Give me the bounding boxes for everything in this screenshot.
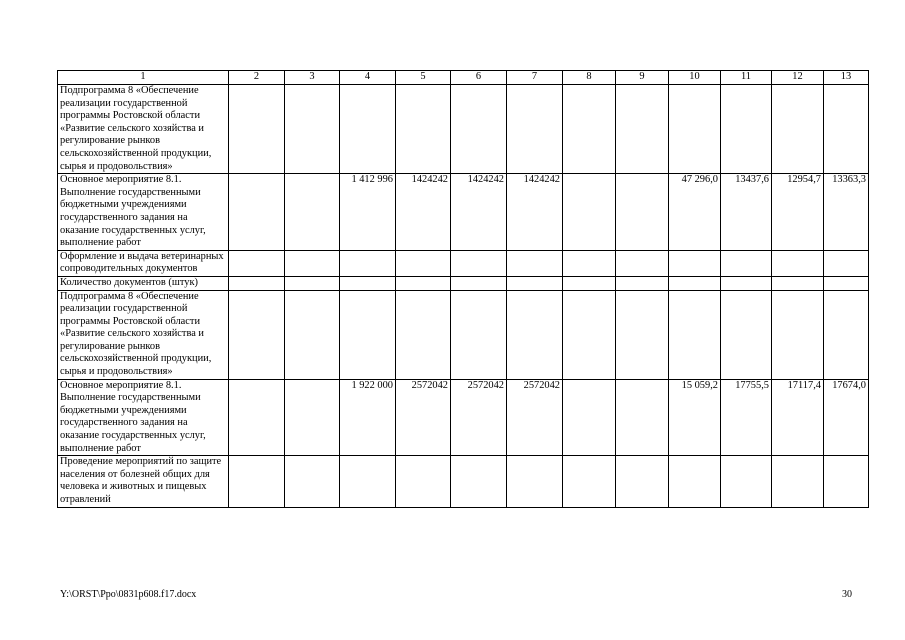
- column-header-10: 10: [669, 71, 721, 85]
- table-cell-col-13: 17674,0: [824, 379, 869, 456]
- table-cell-col-11: [721, 290, 772, 379]
- table-cell-col-9: [616, 290, 669, 379]
- table-cell-col-3: [285, 290, 340, 379]
- table-cell-col-9: [616, 456, 669, 507]
- table-cell-col-13: [824, 290, 869, 379]
- column-header-13: 13: [824, 71, 869, 85]
- table-cell-col-3: [285, 456, 340, 507]
- table-cell-col-2: [229, 290, 285, 379]
- table-cell-col-2: [229, 276, 285, 290]
- table-cell-col-6: [451, 250, 507, 276]
- table-cell-col-12: [772, 290, 824, 379]
- row-description: Подпрограмма 8 «Обеспечение реализации государственной программы Ростовской области «Развитие сельского хозяйства и регулирование рынков сельскохозяйственной продукции, сырья и продовольствия»: [58, 85, 229, 174]
- table-cell-col-11: [721, 276, 772, 290]
- table-cell-col-5: 2572042: [396, 379, 451, 456]
- table-row: [58, 290, 869, 379]
- table-cell-col-11: 17755,5: [721, 379, 772, 456]
- column-header-4: 4: [340, 71, 396, 85]
- column-header-5: 5: [396, 71, 451, 85]
- table-cell-col-10: [669, 85, 721, 174]
- footer-file-path: Y:\ORST\Ppo\0831p608.f17.docx: [60, 589, 197, 600]
- table-cell-col-7: [507, 276, 563, 290]
- table-cell-col-8: [563, 456, 616, 507]
- table-cell-col-5: [396, 250, 451, 276]
- table-row: [58, 379, 869, 456]
- table-cell-col-6: [451, 276, 507, 290]
- table-row: [58, 250, 869, 276]
- column-header-2: 2: [229, 71, 285, 85]
- row-description: Основное мероприятие 8.1. Выполнение государственными бюджетными учреждениями государственного задания на оказание государственных услуг, выполнение работ: [58, 174, 229, 251]
- row-description: Основное мероприятие 8.1. Выполнение государственными бюджетными учреждениями государственного задания на оказание государственных услуг, выполнение работ: [58, 379, 229, 456]
- table-cell-col-5: [396, 85, 451, 174]
- header-row: [58, 71, 869, 85]
- table-cell-col-7: [507, 456, 563, 507]
- table-cell-col-4: [340, 456, 396, 507]
- table-cell-col-4: [340, 276, 396, 290]
- table-row: [58, 276, 869, 290]
- row-description: Проведение мероприятий по защите населения от болезней общих для человека и животных и пищевых отравлений: [58, 456, 229, 507]
- table-row: [58, 174, 869, 251]
- table-cell-col-11: 13437,6: [721, 174, 772, 251]
- table-row: [58, 456, 869, 507]
- table-cell-col-7: 1424242: [507, 174, 563, 251]
- table-cell-col-4: 1 412 996: [340, 174, 396, 251]
- table-cell-col-11: [721, 456, 772, 507]
- table-cell-col-4: 1 922 000: [340, 379, 396, 456]
- table-cell-col-4: [340, 85, 396, 174]
- table-cell-col-13: [824, 276, 869, 290]
- table-cell-col-12: [772, 250, 824, 276]
- table-cell-col-7: 2572042: [507, 379, 563, 456]
- column-header-11: 11: [721, 71, 772, 85]
- table-cell-col-12: [772, 276, 824, 290]
- table-cell-col-5: [396, 456, 451, 507]
- table-cell-col-6: [451, 290, 507, 379]
- table-cell-col-8: [563, 85, 616, 174]
- table-cell-col-10: [669, 456, 721, 507]
- table-cell-col-2: [229, 456, 285, 507]
- table-row: [58, 85, 869, 174]
- table-cell-col-7: [507, 290, 563, 379]
- table-cell-col-5: [396, 290, 451, 379]
- data-table: [57, 70, 869, 508]
- table-cell-col-9: [616, 174, 669, 251]
- table-cell-col-3: [285, 250, 340, 276]
- column-header-6: 6: [451, 71, 507, 85]
- column-header-8: 8: [563, 71, 616, 85]
- table-cell-col-13: [824, 250, 869, 276]
- table-cell-col-9: [616, 276, 669, 290]
- table-cell-col-12: 17117,4: [772, 379, 824, 456]
- table-cell-col-3: [285, 276, 340, 290]
- column-header-1: 1: [58, 71, 229, 85]
- table-cell-col-8: [563, 174, 616, 251]
- table-cell-col-10: [669, 276, 721, 290]
- table-cell-col-8: [563, 290, 616, 379]
- table-cell-col-9: [616, 85, 669, 174]
- table-cell-col-12: [772, 85, 824, 174]
- table-cell-col-6: 1424242: [451, 174, 507, 251]
- table-cell-col-8: [563, 250, 616, 276]
- table-cell-col-5: [396, 276, 451, 290]
- footer-page-number: 30: [842, 589, 852, 600]
- table-cell-col-2: [229, 174, 285, 251]
- row-description: Оформление и выдача ветеринарных сопроводительных документов: [58, 250, 229, 276]
- table-cell-col-10: [669, 250, 721, 276]
- table-cell-col-9: [616, 379, 669, 456]
- table-cell-col-8: [563, 276, 616, 290]
- table-cell-col-3: [285, 174, 340, 251]
- column-header-3: 3: [285, 71, 340, 85]
- table-cell-col-10: 15 059,2: [669, 379, 721, 456]
- table-body: [58, 71, 869, 508]
- column-header-9: 9: [616, 71, 669, 85]
- table-cell-col-6: [451, 85, 507, 174]
- table-cell-col-7: [507, 250, 563, 276]
- table-cell-col-9: [616, 250, 669, 276]
- column-header-7: 7: [507, 71, 563, 85]
- table-cell-col-13: [824, 85, 869, 174]
- table-cell-col-6: 2572042: [451, 379, 507, 456]
- table-cell-col-12: [772, 456, 824, 507]
- table-cell-col-11: [721, 85, 772, 174]
- table-cell-col-7: [507, 85, 563, 174]
- table-cell-col-13: [824, 456, 869, 507]
- table-cell-col-2: [229, 250, 285, 276]
- table-cell-col-4: [340, 290, 396, 379]
- row-description: Подпрограмма 8 «Обеспечение реализации государственной программы Ростовской области «Развитие сельского хозяйства и регулирование рынков сельскохозяйственной продукции, сырья и продовольствия»: [58, 290, 229, 379]
- table-cell-col-11: [721, 250, 772, 276]
- table-cell-col-8: [563, 379, 616, 456]
- table-cell-col-10: [669, 290, 721, 379]
- table-cell-col-12: 12954,7: [772, 174, 824, 251]
- table-cell-col-10: 47 296,0: [669, 174, 721, 251]
- row-description: Количество документов (штук): [58, 276, 229, 290]
- column-header-12: 12: [772, 71, 824, 85]
- table-cell-col-6: [451, 456, 507, 507]
- table-cell-col-3: [285, 85, 340, 174]
- table-cell-col-4: [340, 250, 396, 276]
- table-cell-col-2: [229, 85, 285, 174]
- table-cell-col-5: 1424242: [396, 174, 451, 251]
- table-cell-col-2: [229, 379, 285, 456]
- table-cell-col-3: [285, 379, 340, 456]
- table-cell-col-13: 13363,3: [824, 174, 869, 251]
